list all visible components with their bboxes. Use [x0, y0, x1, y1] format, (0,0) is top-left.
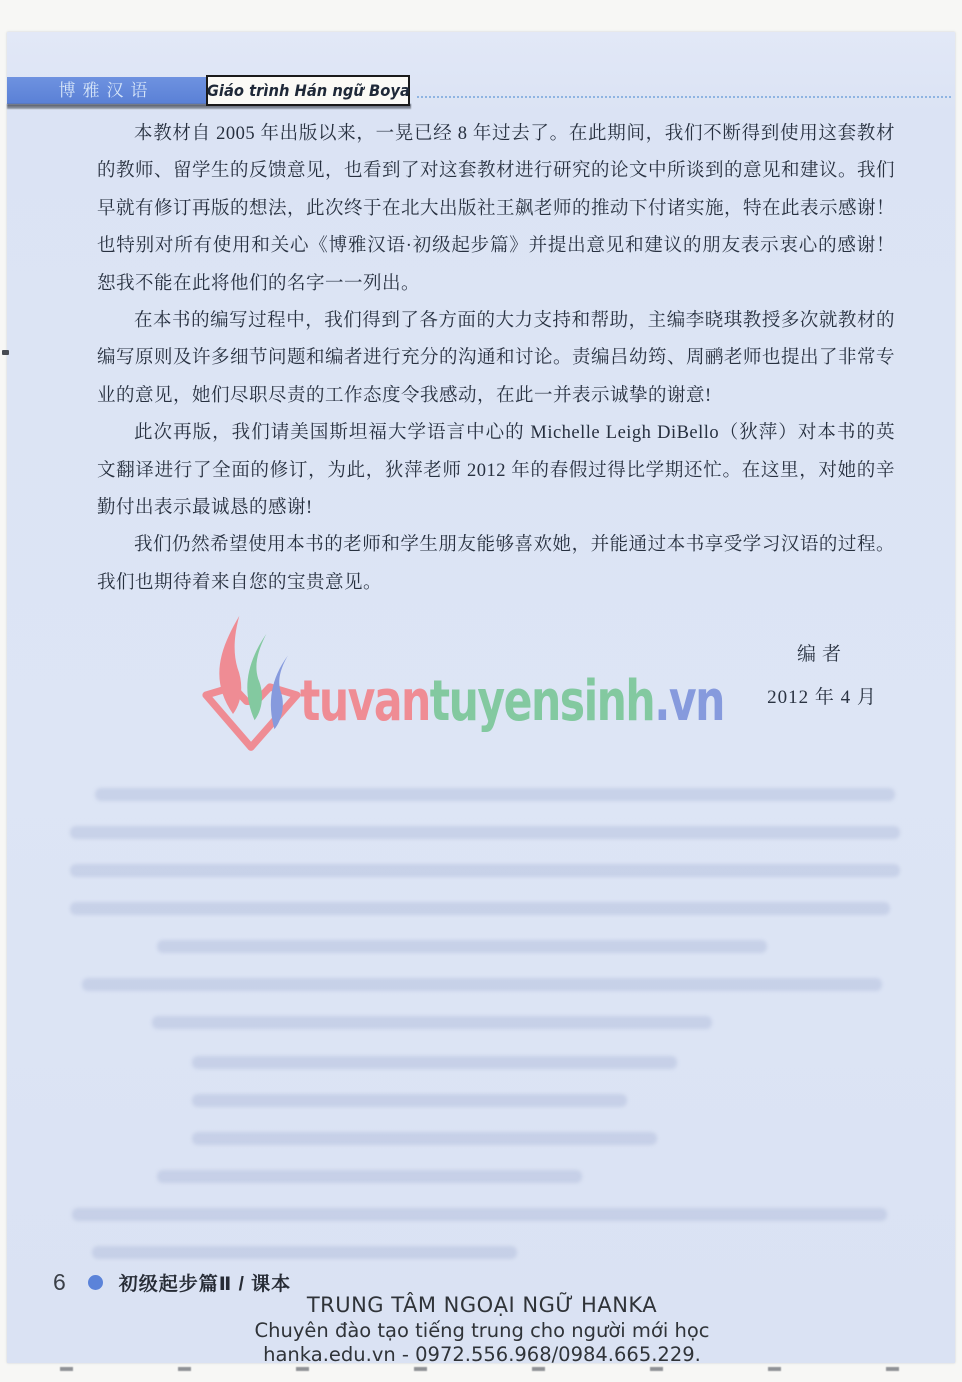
bleed-line [92, 1246, 517, 1259]
bleed-line [152, 1016, 712, 1029]
preface-paragraph: 此次再版，我们请美国斯坦福大学语言中心的 Michelle Leigh DiBello（狄萍）对本书的英文翻译进行了全面的修订，为此，狄萍老师 2012 年的春假过得比学期还忙。在这里，对她的辛勤付出表示最诚恳的感谢! [97, 423, 895, 519]
preface-paragraph: 本教材自 2005 年出版以来，一晃已经 8 年过去了。在此期间，我们不断得到使用这套教材的教师、留学生的反馈意见，也看到了对这套教材进行研究的论文中所谈到的意见和建议。我们早就有修订再版的想法，此次终于在北大出版社王飙老师的推动下付诸实施，特在此表示感谢！也特别对所有使用和关心《博雅汉语·初级起步篇》并提出意见和建议的朋友表示衷心的感谢！恕我不能在此将他们的名字一一列出。 [97, 124, 896, 294]
stamp-block [182, 1292, 782, 1367]
bleed-line [157, 1170, 582, 1183]
watermark-part1: tuvan [300, 669, 430, 734]
bottom-dash-marks [60, 1367, 910, 1371]
preface-body [97, 116, 895, 602]
page-number: 6 [53, 1269, 66, 1295]
scan-speck [2, 350, 9, 355]
stamp-line-3: hanka.edu.vn - 0972.556.968/0984.665.229. [263, 1343, 701, 1366]
signature-author: 编者 [796, 644, 847, 665]
watermark-part2: tuyensinh [429, 669, 655, 734]
bleed-line [70, 826, 900, 839]
watermark-text [300, 669, 724, 734]
header-dotted-line [417, 96, 951, 98]
bleed-line [192, 1056, 677, 1069]
vi-title-label: Giáo trình Hán ngữ Boya [206, 80, 410, 100]
flame-book-logo-icon [197, 606, 305, 758]
bleed-line [70, 864, 900, 877]
book-label: 初级起步篇Ⅱ / 课本 [118, 1274, 292, 1295]
preface-paragraph: 我们仍然希望使用本书的老师和学生朋友能够喜欢她，并能通过本书享受学习汉语的过程。我们也期待着来自您的宝贵意见。 [97, 535, 895, 593]
watermark [197, 606, 724, 766]
signature-block [742, 639, 902, 709]
series-title-bar [7, 77, 206, 104]
vi-title-box [206, 75, 410, 106]
bleed-line [72, 1208, 887, 1221]
bleed-line [192, 1132, 657, 1145]
signature-date: 2012 年 4 月 [767, 687, 877, 708]
series-title-zh: 博雅汉语 [58, 81, 155, 100]
bleed-line [82, 978, 882, 991]
bullet-dot-icon [88, 1275, 103, 1290]
stamp-line-1: TRUNG TÂM NGOẠI NGỮ HANKA [306, 1293, 658, 1317]
bleed-line [192, 1094, 627, 1107]
bleed-line [70, 902, 890, 915]
page-scan [7, 32, 955, 1366]
watermark-part3: .vn [654, 669, 724, 734]
bleed-line [95, 788, 895, 801]
bleed-line [157, 940, 767, 953]
preface-paragraph: 在本书的编写过程中，我们得到了各方面的大力支持和帮助，主编李晓琪教授多次就教材的编写原则及许多细节问题和编者进行充分的沟通和讨论。责编吕幼筠、周鹂老师也提出了非常专业的意见，她们尽职尽责的工作态度令我感动，在此一并表示诚挚的谢意! [97, 311, 896, 406]
stamp-line-2: Chuyên đào tạo tiếng trung cho người mới học [254, 1319, 710, 1342]
